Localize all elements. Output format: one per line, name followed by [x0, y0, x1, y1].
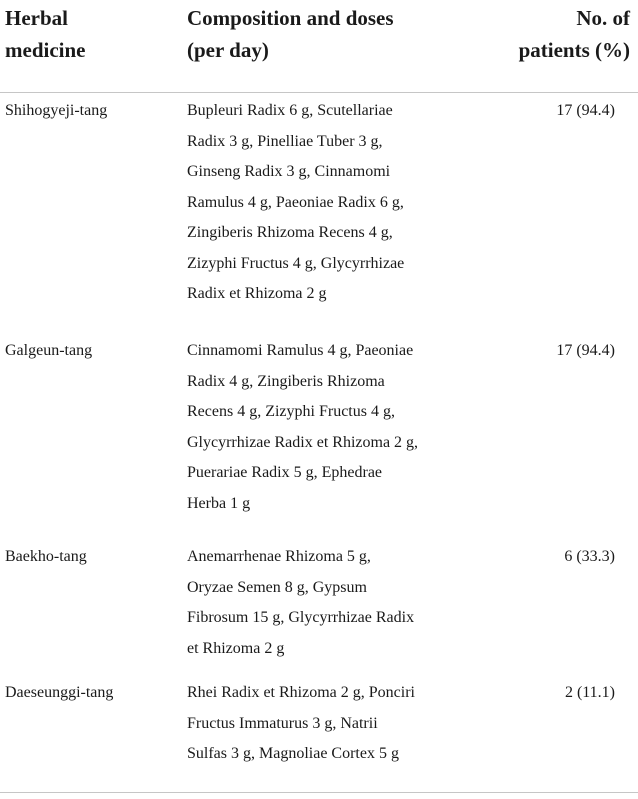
table-bottom-rule [0, 792, 638, 793]
composition-cell: Cinnamomi Ramulus 4 g, Paeoniae Radix 4 g, Zingiberis Rhizoma Recens 4 g, Zizyphi Fructus 4 g, Glycyrrhizae Radix et Rhizoma 2 g, Puerariae Radix 5 g, Ephedrae Herba 1 g [187, 342, 419, 512]
patient-count: 2 (11.1) [564, 684, 615, 701]
patient-count: 17 (94.4) [556, 342, 615, 359]
header-composition-doses: Composition and doses (per day) [187, 6, 394, 62]
table-header [0, 0, 638, 93]
herbal-medicine-name: Baekho-tang [5, 548, 87, 565]
patient-count: 17 (94.4) [556, 102, 615, 119]
herbal-medicine-name: Shihogyeji-tang [5, 102, 108, 119]
herbal-medicine-name: Daeseunggi-tang [5, 684, 114, 701]
herbal-medicine-name: Galgeun-tang [5, 342, 93, 359]
header-patients: No. of patients (%) [518, 6, 630, 62]
composition-cell: Bupleuri Radix 6 g, Scutellariae Radix 3 g, Pinelliae Tuber 3 g, Ginseng Radix 3 g, Cinnamomi Ramulus 4 g, Paeoniae Radix 6 g, Zingiberis Rhizoma Recens 4 g, Zizyphi Fructus 4 g, Glycyrrhizae Radix et Rhizoma 2 g [187, 102, 405, 302]
composition-cell: Anemarrhenae Rhizoma 5 g, Oryzae Semen 8 g, Gypsum Fibrosum 15 g, Glycyrrhizae Radix et Rhizoma 2 g [187, 548, 415, 657]
header-herbal-medicine: Herbal medicine [5, 6, 86, 62]
composition-cell: Rhei Radix et Rhizoma 2 g, Ponciri Fructus Immaturus 3 g, Natrii Sulfas 3 g, Magnoliae Cortex 5 g [187, 684, 415, 762]
patient-count: 6 (33.3) [564, 548, 615, 565]
